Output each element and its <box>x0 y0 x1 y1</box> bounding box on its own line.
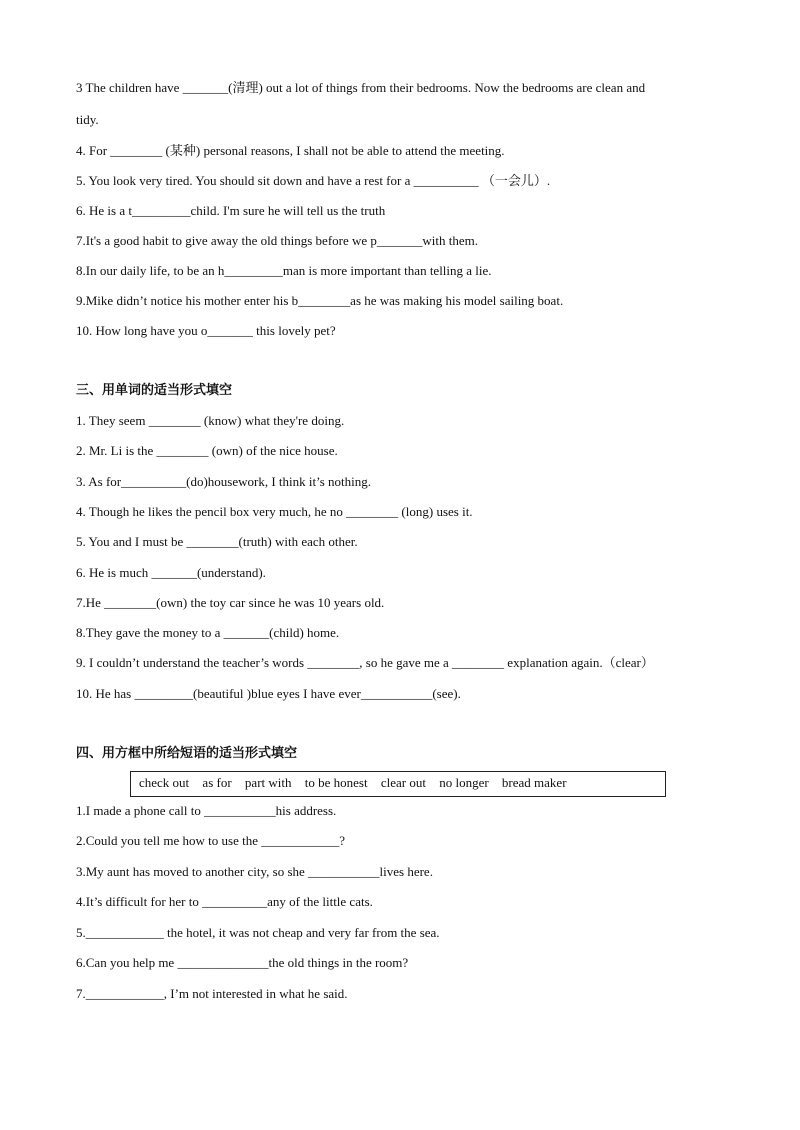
question-10: 10. How long have you o_______ this lovely pet? <box>76 323 336 338</box>
s4-question-7: 7.____________, I’m not interested in what he said. <box>76 986 348 1001</box>
s4-question-4: 4.It’s difficult for her to __________any of the little cats. <box>76 894 373 909</box>
phrase-as-for: as for <box>202 775 232 790</box>
s4-question-1: 1.I made a phone call to ___________his address. <box>76 803 337 818</box>
s3-question-8: 8.They gave the money to a _______(child) home. <box>76 625 340 640</box>
section-3-heading: 三、用单词的适当形式填空 <box>76 383 233 398</box>
phrase-check-out: check out <box>139 775 190 790</box>
question-3-continued: tidy. <box>76 112 99 127</box>
s3-question-1: 1. They seem ________ (know) what they're doing. <box>76 413 345 428</box>
s4-question-2: 2.Could you tell me how to use the ____________? <box>76 833 346 848</box>
phrase-part-with: part with <box>244 775 292 790</box>
phrase-to-be-honest: to be honest <box>304 775 368 790</box>
question-8: 8.In our daily life, to be an h_________man is more important than telling a lie. <box>76 263 492 278</box>
s4-question-6: 6.Can you help me ______________the old things in the room? <box>76 955 409 970</box>
s3-question-3: 3. As for__________(do)housework, I think it’s nothing. <box>76 474 372 489</box>
question-5: 5. You look very tired. You should sit down and have a rest for a __________ （一会儿）. <box>76 173 551 188</box>
s4-question-5: 5.____________ the hotel, it was not cheap and very far from the sea. <box>76 925 440 940</box>
s3-question-7: 7.He ________(own) the toy car since he was 10 years old. <box>76 595 385 610</box>
phrase-clear-out: clear out <box>380 775 426 790</box>
s3-question-4: 4. Though he likes the pencil box very much, he no ________ (long) uses it. <box>76 504 473 519</box>
question-7: 7.It's a good habit to give away the old things before we p_______with them. <box>76 233 479 248</box>
s3-question-2: 2. Mr. Li is the ________ (own) of the nice house. <box>76 443 338 458</box>
question-6: 6. He is a t_________child. I'm sure he will tell us the truth <box>76 203 386 218</box>
question-4: 4. For ________ (某种) personal reasons, I shall not be able to attend the meeting. <box>76 143 505 158</box>
phrase-no-longer: no longer <box>439 775 489 790</box>
section-4-heading: 四、用方框中所给短语的适当形式填空 <box>76 746 298 761</box>
phrase-box <box>130 771 666 797</box>
phrase-bread-maker: bread maker <box>501 775 567 790</box>
s3-question-9: 9. I couldn’t understand the teacher’s words ________, so he gave me a ________ explanation again.（clear） <box>76 655 654 670</box>
s3-question-10: 10. He has _________(beautiful )blue eyes I have ever___________(see). <box>76 686 461 701</box>
question-3: 3 The children have _______(清理) out a lot of things from their bedrooms. Now the bedrooms are clean and <box>76 80 646 95</box>
question-9: 9.Mike didn’t notice his mother enter his b________as he was making his model sailing boat. <box>76 293 564 308</box>
s3-question-6: 6. He is much _______(understand). <box>76 565 266 580</box>
s4-question-3: 3.My aunt has moved to another city, so she ___________lives here. <box>76 864 433 879</box>
s3-question-5: 5. You and I must be ________(truth) with each other. <box>76 534 358 549</box>
